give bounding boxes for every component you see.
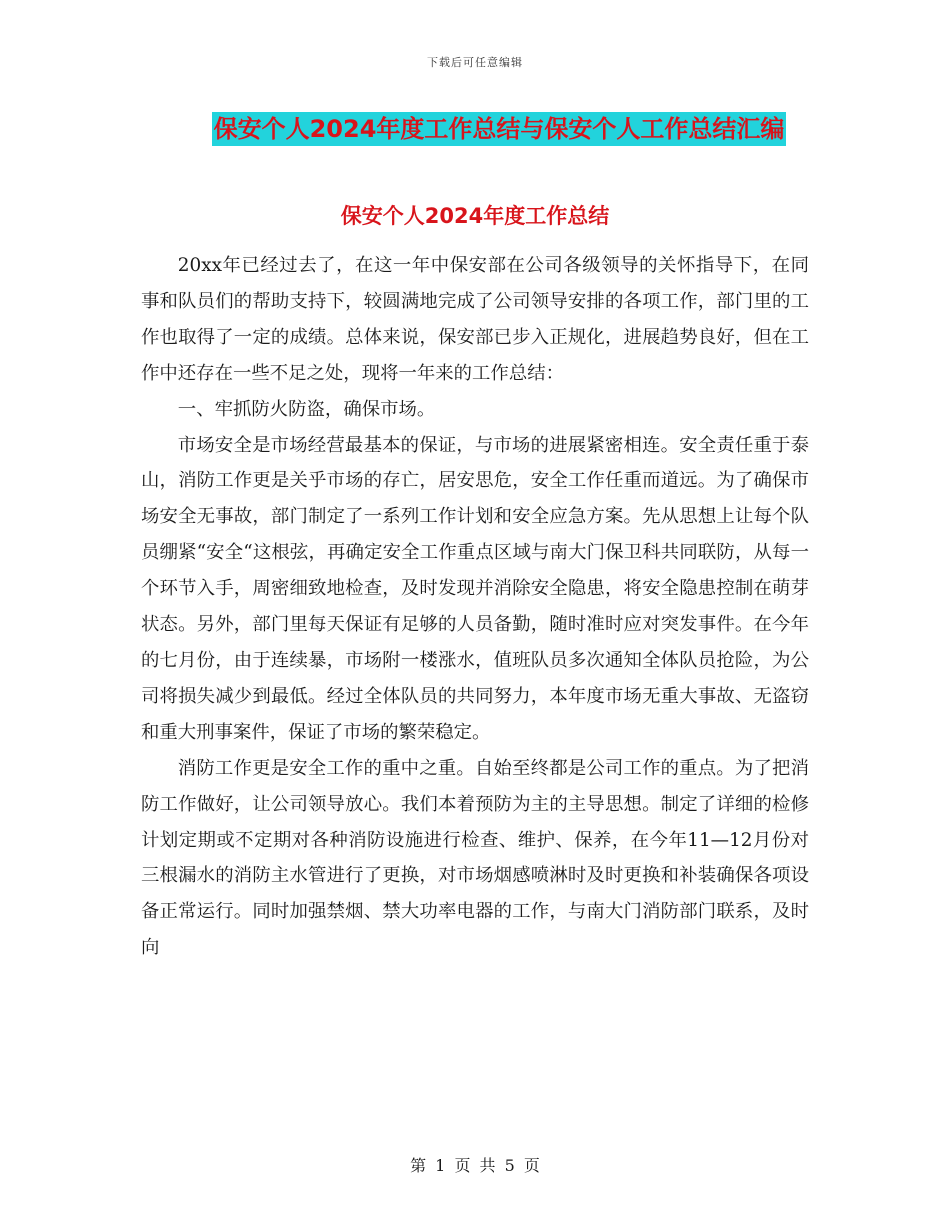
- header-note: 下载后可任意编辑: [427, 56, 523, 69]
- paragraph-intro: 20xx年已经过去了，在这一年中保安部在公司各级领导的关怀指导下，在同事和队员们的帮助支持下，较圆满地完成了公司领导安排的各项工作，部门里的工作也取得了一定的成绩。总体来说，保安部已步入正规化，进展趋势良好，但在工作中还存在一些不足之处，现将一年来的工作总结：: [141, 255, 809, 384]
- main-title: 保安个人2024年度工作总结与保安个人工作总结汇编: [212, 112, 787, 146]
- document-body: [141, 248, 809, 966]
- paragraph-market-safety: 市场安全是市场经营最基本的保证，与市场的进展紧密相连。安全责任重于泰山，消防工作更是关乎市场的存亡，居安思危，安全工作任重而道远。为了确保市场安全无事故，部门制定了一系列工作计划和安全应急方案。先从思想上让每个队员绷紧“安全“这根弦，再确定安全工作重点区域与南大门保卫科共同联防，从每一个环节入手，周密细致地检查，及时发现并消除安全隐患，将安全隐患控制在萌芽状态。另外，部门里每天保证有足够的人员备勤，随时准时应对突发事件。在今年的七月份，由于连续暴，市场附一楼涨水，值班队员多次通知全体队员抢险，为公司将损失减少到最低。经过全体队员的共同努力，本年度市场无重大事故、无盗窃和重大刑事案件，保证了市场的繁荣稳定。: [141, 434, 809, 743]
- paragraph-fire-safety: 消防工作更是安全工作的重中之重。自始至终都是公司工作的重点。为了把消防工作做好，让公司领导放心。我们本着预防为主的主导思想。制定了详细的检修计划定期或不定期对各种消防设施进行检查、维护、保养，在今年11—12月份对三根漏水的消防主水管进行了更换，对市场烟感喷淋时及时更换和补装确保各项设备正常运行。同时加强禁烟、禁大功率电器的工作，与南大门消防部门联系，及时向: [141, 757, 809, 959]
- paragraph-heading-one: 一、牢抓防火防盗，确保市场。: [177, 398, 436, 420]
- main-title-container: [0, 112, 950, 146]
- section-title: 保安个人2024年度工作总结: [340, 204, 610, 228]
- page-footer: 第 1 页 共 5 页: [410, 1156, 540, 1175]
